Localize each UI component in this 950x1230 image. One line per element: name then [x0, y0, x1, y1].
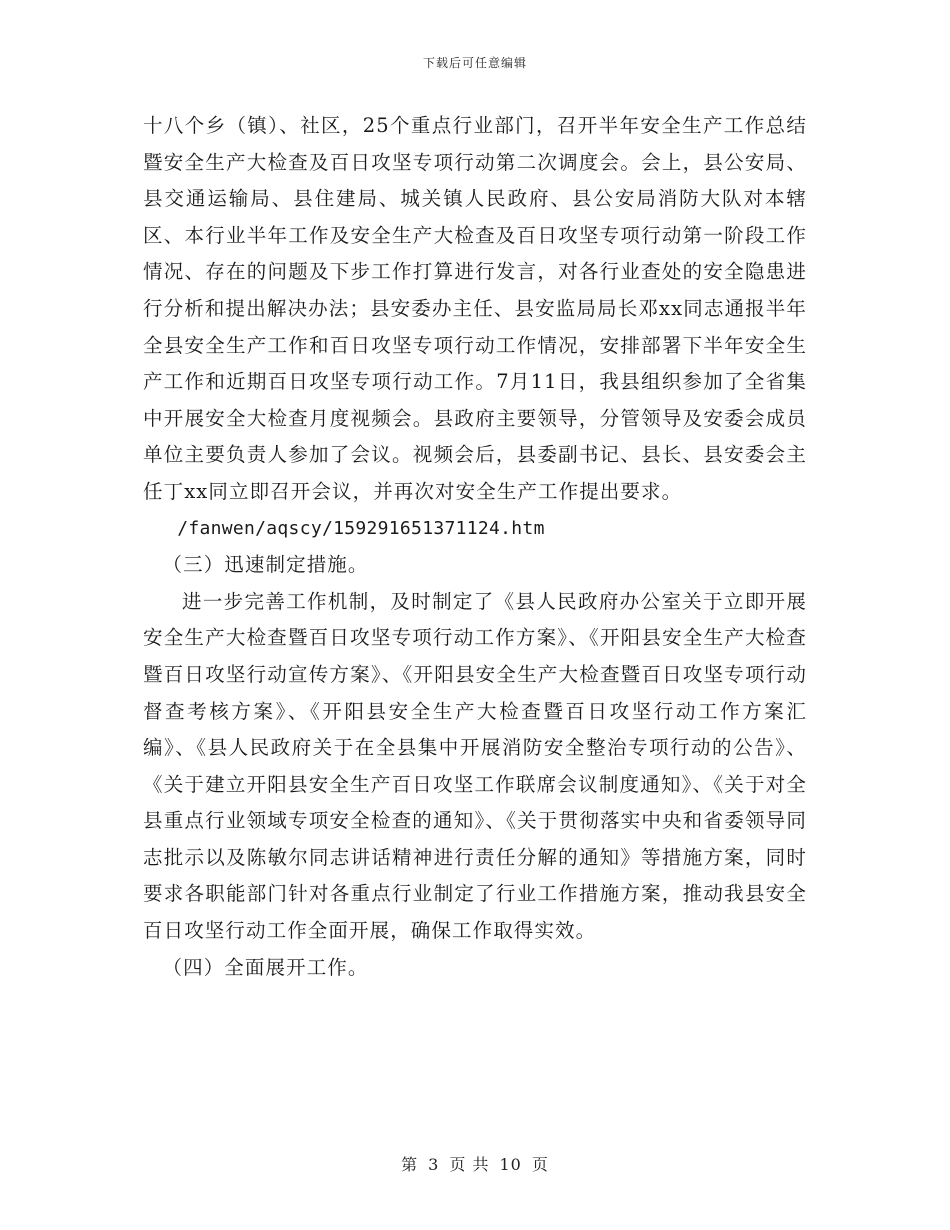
footer-suffix: 页: [531, 1155, 549, 1174]
current-page-number: 3: [428, 1155, 440, 1174]
paragraph-measures: 进一步完善工作机制，及时制定了《县人民政府办公室关于立即开展安全生产大检查暨百日攻坚专项行动工作方案》、《开阳县安全生产大检查暨百日攻坚行动宣传方案》、《开阳县安全生产大检查暨百日攻坚专项行动督查考核方案》、《开阳县安全生产大检查暨百日攻坚行动工作方案汇编》、《县人民政府关于在全县集中开展消防安全整治专项行动的公告》、《关于建立开阳县安全生产百日攻坚工作联席会议制度通知》、《关于对全县重点行业领域专项安全检查的通知》、《关于贯彻落实中央和省委领导同志批示以及陈敏尔同志讲话精神进行责任分解的通知》等措施方案，同时要求各职能部门针对各重点行业制定了行业工作措施方案，推动我县安全百日攻坚行动工作全面开展，确保工作取得实效。: [143, 589, 807, 943]
source-url: /fanwen/aqscy/159291651371124.htm: [177, 517, 545, 539]
header-note: 下载后可任意编辑: [422, 56, 527, 70]
section-heading-3: （三）迅速制定措施。: [162, 553, 369, 577]
page-footer: [0, 1152, 950, 1175]
section-heading-4: （四）全面展开工作。: [162, 955, 369, 979]
footer-prefix: 第: [401, 1155, 419, 1174]
paragraph-continued: 十八个乡（镇）、社区，25个重点行业部门，召开半年安全生产工作总结暨安全生产大检查及百日攻坚专项行动第二次调度会。会上，县公安局、县交通运输局、县住建局、城关镇人民政府、县公安局消防大队对本辖区、本行业半年工作及安全生产大检查及百日攻坚专项行动第一阶段工作情况、存在的问题及下步工作打算进行发言，对各行业查处的安全隐患进行分析和提出解决办法；县安委办主任、县安监局局长邓xx同志通报半年全县安全生产工作和百日攻坚专项行动工作情况，安排部署下半年安全生产工作和近期百日攻坚专项行动工作。7月11日，我县组织参加了全省集中开展安全大检查月度视频会。县政府主要领导，分管领导及安委会成员单位主要负责人参加了会议。视频会后，县委副书记、县长、县安委会主任丁xx同立即召开会议，并再次对安全生产工作提出要求。: [143, 114, 807, 503]
total-pages-number: 10: [499, 1155, 522, 1174]
document-body: [143, 108, 807, 986]
footer-middle: 页 共: [449, 1155, 490, 1174]
